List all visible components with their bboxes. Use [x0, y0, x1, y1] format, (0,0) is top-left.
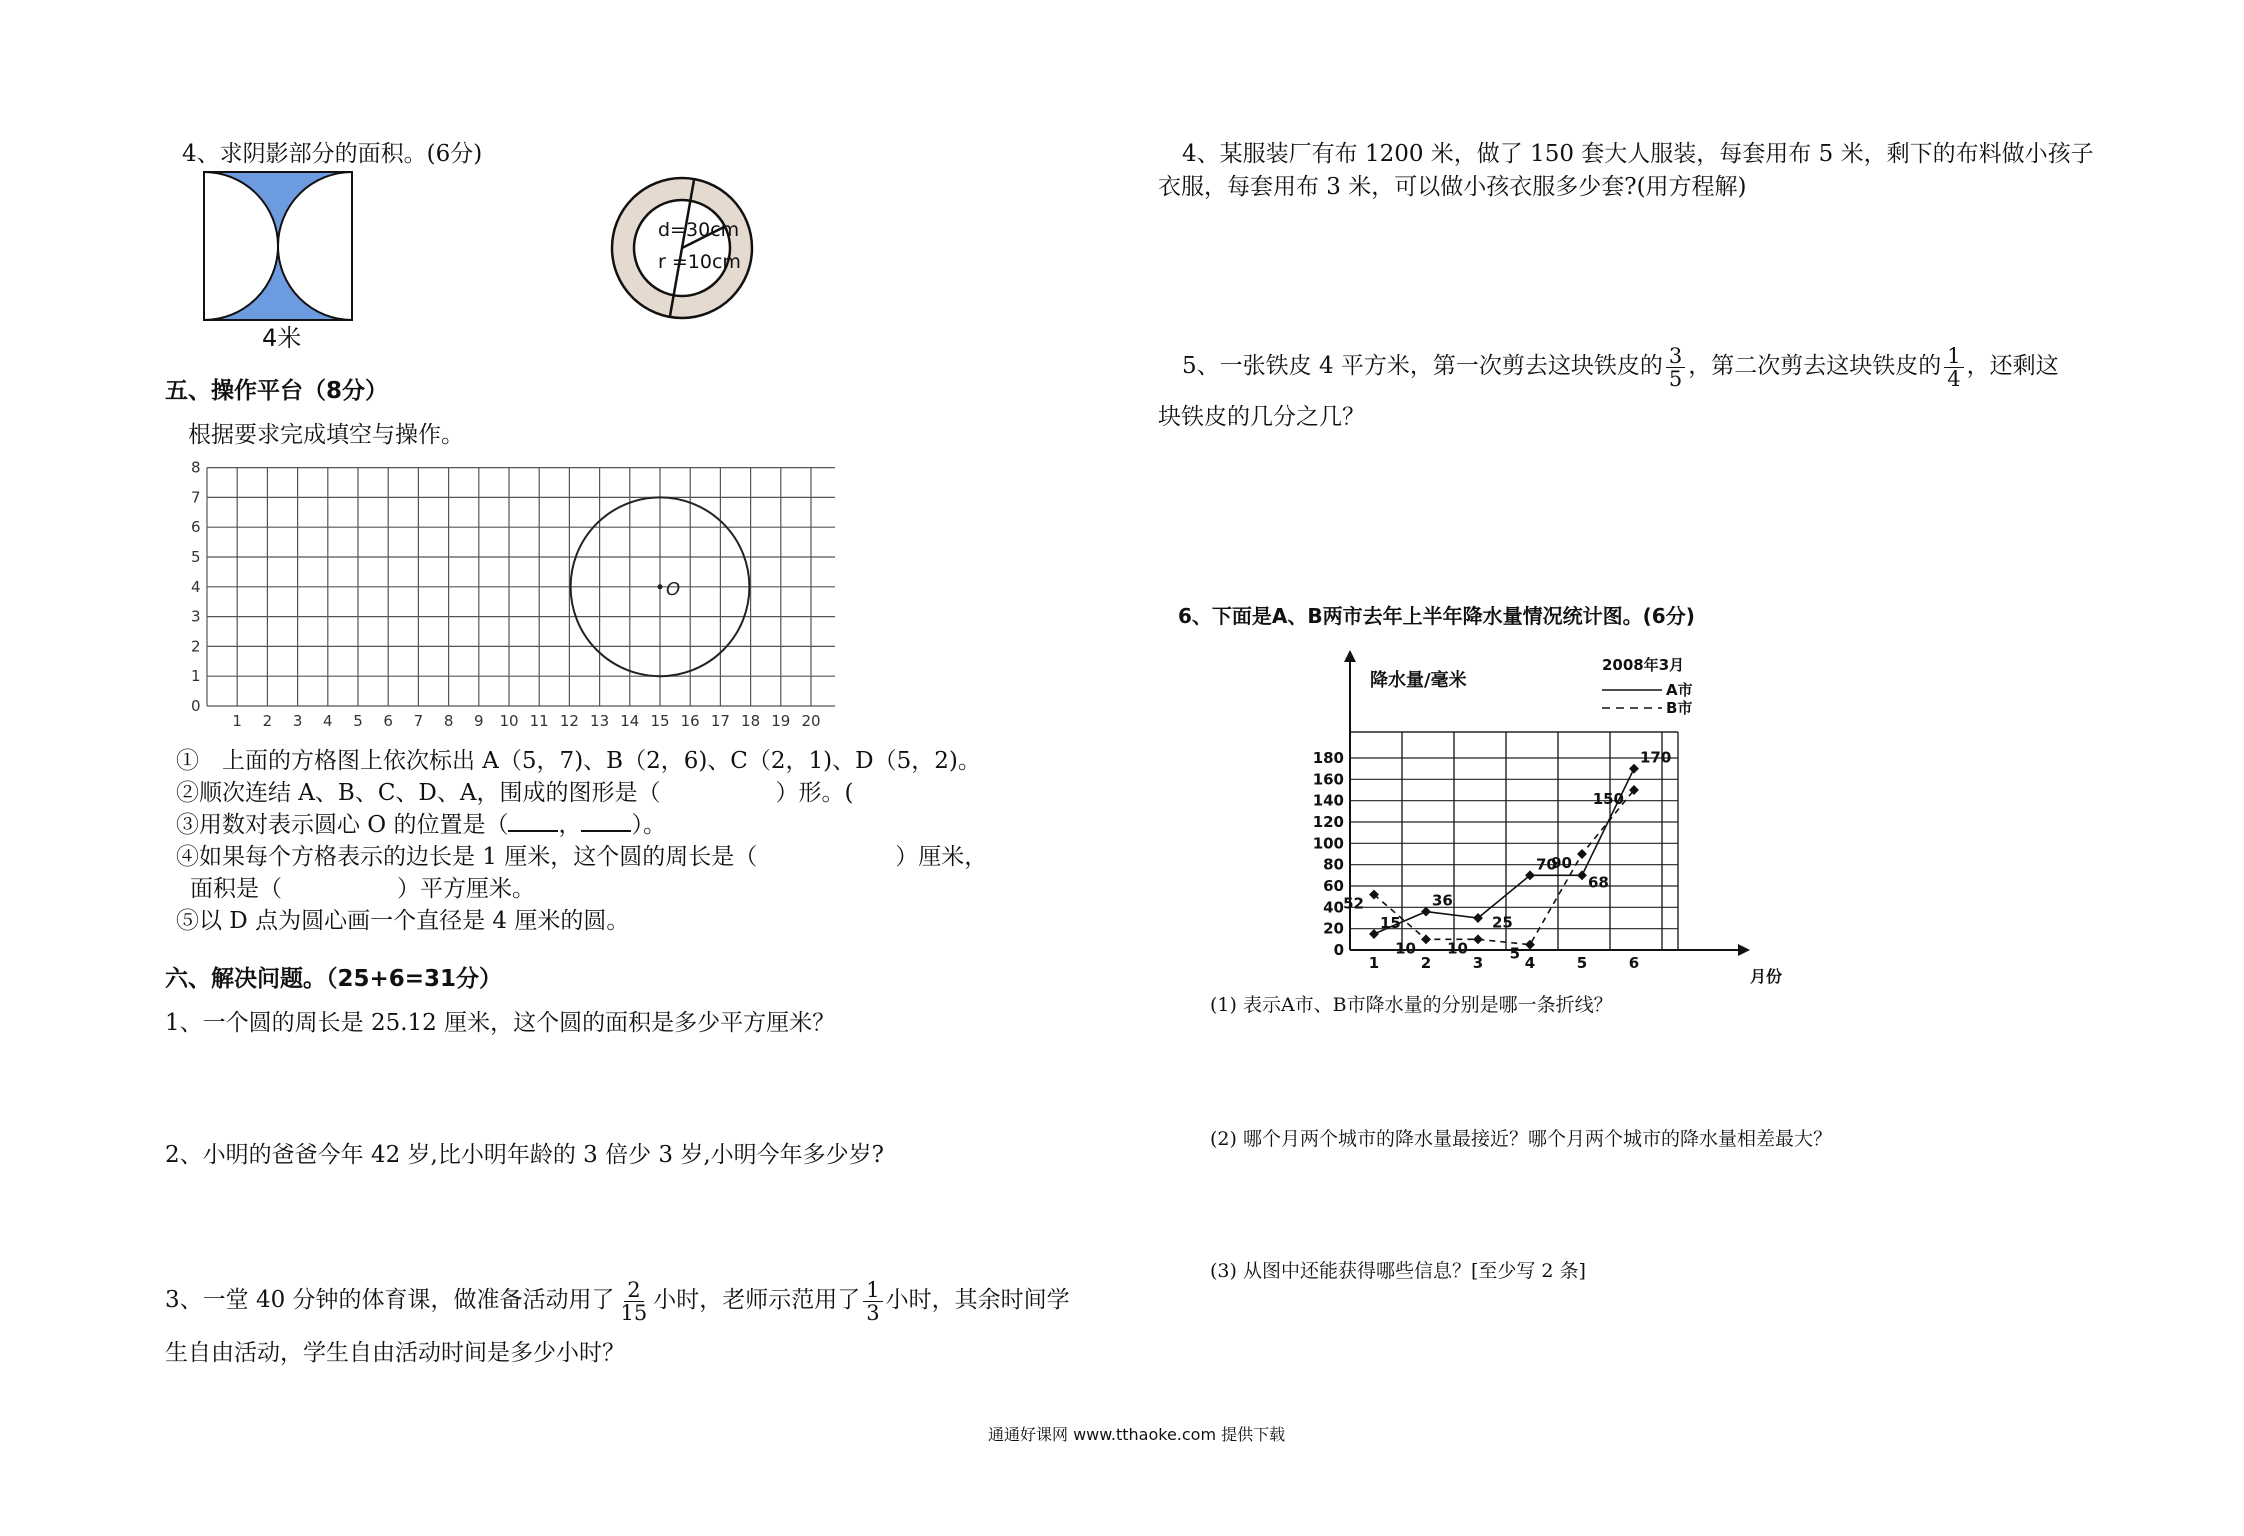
grid-x-tick: 19 [771, 712, 791, 730]
section5-item2: ②顺次连结 A、B、C、D、A，围成的图形是（ ）形。( [176, 780, 854, 806]
chart-series [1343, 749, 1671, 963]
grid-x-tick: 9 [474, 712, 484, 730]
grid-x-tick: 17 [710, 712, 730, 730]
grid-y-tick: 3 [191, 607, 201, 626]
q3-frac2-numerator: 1 [863, 1279, 882, 1302]
q5-frac2-numerator: 1 [1944, 345, 1963, 368]
q5-fraction-2 [1944, 345, 1963, 390]
chart-data-label: 10 [1447, 939, 1468, 958]
q5-fraction-1 [1666, 345, 1685, 390]
chart-point [1369, 929, 1379, 939]
coordinate-grid [185, 458, 835, 738]
chart-data-label: 68 [1588, 873, 1609, 892]
shaded-square-figure [200, 168, 360, 348]
section6-q2: 2、小明的爸爸今年 42 岁,比小明年龄的 3 倍少 3 岁,小明今年多少岁? [165, 1142, 884, 1168]
q3-text-a: 3、一堂 40 分钟的体育课，做准备活动用了 [165, 1287, 615, 1313]
chart-data-label: 10 [1395, 939, 1416, 958]
q3-fraction-2 [863, 1279, 882, 1324]
chart-data-label: 36 [1432, 891, 1453, 910]
grid-x-tick: 13 [590, 712, 610, 730]
right-q6-sub3: (3) 从图中还能获得哪些信息？[至少写 2 条] [1210, 1260, 1586, 1282]
chart-point [1421, 934, 1431, 944]
chart-y-ticks [1313, 749, 1344, 959]
chart-y-tick: 0 [1333, 941, 1344, 959]
chart-y-tick: 140 [1312, 791, 1344, 810]
q3-text-b: 小时，老师示范用了 [653, 1287, 861, 1313]
grid-x-tick: 4 [323, 712, 333, 730]
q5-text-a: 5、一张铁皮 4 平方米，第一次剪去这块铁皮的 [1182, 353, 1663, 379]
chart-x-tick: 2 [1420, 954, 1432, 972]
grid-x-tick: 5 [353, 712, 363, 730]
chart-ylabel: 降水量/毫米 [1370, 670, 1467, 691]
q3-frac1-denominator: 15 [620, 1300, 648, 1325]
grid-y-tick: 5 [191, 548, 201, 566]
item3-text-b: ， [558, 812, 582, 838]
grid-y-tick: 6 [191, 518, 201, 537]
grid-y-tick: 1 [191, 667, 201, 686]
legend-label-b: B市 [1666, 699, 1693, 717]
grid-x-tick: 18 [741, 712, 761, 730]
chart-point [1629, 764, 1639, 774]
q5-frac2-denominator: 4 [1947, 366, 1961, 391]
grid-y-ticks [191, 459, 201, 715]
chart-y-tick: 80 [1323, 855, 1344, 874]
section6-q3-line1 [165, 1272, 1070, 1328]
chart-data-label: 70 [1536, 855, 1557, 874]
chart-point [1473, 934, 1483, 944]
chart-y-tick: 160 [1312, 770, 1344, 789]
grid-y-tick: 4 [191, 577, 201, 596]
grid-x-tick: 11 [529, 712, 549, 730]
q5-frac1-numerator: 3 [1666, 345, 1685, 368]
q3-fraction-1 [618, 1279, 651, 1324]
grid-y-tick: 8 [191, 458, 201, 477]
chart-y-tick: 100 [1312, 834, 1344, 853]
chart-y-tick: 20 [1323, 919, 1344, 938]
chart-xlabel: 月份 [1750, 967, 1783, 986]
grid-x-tick: 6 [383, 712, 393, 730]
chart-legend [1602, 681, 1693, 717]
chart-point [1421, 907, 1431, 917]
q3-text-c: 小时，其余时间学 [885, 1287, 1070, 1313]
q5-text-c: ，还剩这 [1966, 353, 2059, 379]
grid-x-tick: 7 [413, 712, 424, 730]
grid-x-tick: 15 [650, 712, 670, 730]
chart-data-label: 5 [1509, 944, 1520, 963]
q4-area-title: 4、求阴影部分的面积。(6分) [182, 141, 483, 167]
q5-text-b: ，第二次剪去这块铁皮的 [1688, 353, 1942, 379]
chart-point [1577, 849, 1587, 859]
grid-x-tick: 8 [443, 712, 454, 730]
chart-x-tick: 1 [1368, 954, 1380, 972]
chart-point [1525, 940, 1535, 950]
q3-frac2-denominator: 3 [866, 1300, 880, 1325]
chart-y-tick: 120 [1312, 813, 1344, 831]
chart-data-label: 15 [1380, 914, 1401, 932]
chart-x-tick: 5 [1576, 954, 1588, 972]
chart-y-tick: 40 [1323, 898, 1344, 917]
section5-item4b: 面积是（ ）平方厘米。 [190, 876, 535, 902]
item3-blank-x[interactable] [508, 812, 558, 832]
right-q6-sub1: (1) 表示A市、B市降水量的分别是哪一条折线？ [1210, 994, 1613, 1016]
grid-y-tick: 2 [191, 637, 201, 656]
item3-blank-y[interactable] [581, 812, 631, 832]
grid-x-tick: 20 [801, 712, 821, 730]
grid-y-tick: 7 [191, 488, 201, 507]
rainfall-line-chart [1290, 650, 1810, 990]
section5-heading: 五、操作平台（8分） [165, 378, 389, 404]
section5-item5: ⑤以 D 点为圆心画一个直径是 4 厘米的圆。 [176, 908, 630, 934]
grid-lines [207, 468, 835, 706]
chart-title: 2008年3月 [1602, 656, 1685, 674]
q5-frac1-denominator: 5 [1668, 366, 1683, 391]
right-q6-sub2: (2) 哪个月两个城市的降水量最接近？哪个月两个城市的降水量相差最大？ [1210, 1128, 1832, 1150]
right-q5-line1 [1182, 338, 2059, 394]
ring-diameter-label: d=30cm [658, 219, 740, 241]
section6-q3-line2: 生自由活动，学生自由活动时间是多少小时？ [165, 1340, 625, 1366]
section5-item3 [176, 808, 666, 842]
grid-x-ticks [232, 712, 820, 730]
q3-frac1-numerator: 2 [624, 1279, 643, 1302]
grid-x-tick: 10 [499, 712, 519, 730]
section5-item4a: ④如果每个方格表示的边长是 1 厘米，这个圆的周长是（ ）厘米， [176, 844, 988, 870]
grid-x-tick: 1 [232, 712, 242, 730]
legend-label-a: A市 [1666, 681, 1693, 699]
chart-y-tick: 180 [1312, 749, 1344, 767]
right-q4-line1: 4、某服装厂有布 1200 米，做了 150 套大人服装，每套用布 5 米，剩下的布料做小孩子 [1182, 141, 2094, 167]
right-q4-line2: 衣服，每套用布 3 米，可以做小孩衣服多少套?(用方程解) [1158, 174, 1747, 200]
grid-x-tick: 14 [620, 712, 640, 730]
chart-y-arrow [1344, 650, 1356, 662]
chart-x-tick: 3 [1472, 954, 1484, 972]
item3-text-c: ）。 [631, 812, 666, 838]
chart-data-label: 25 [1492, 913, 1513, 932]
chart-x-tick: 6 [1628, 954, 1640, 972]
chart-data-label: 52 [1343, 894, 1364, 913]
chart-y-tick: 60 [1323, 877, 1344, 895]
item3-text-a: ③用数对表示圆心 O 的位置是（ [176, 812, 509, 838]
grid-x-tick: 2 [262, 712, 273, 730]
ring-figure [608, 174, 758, 324]
grid-x-tick: 16 [680, 712, 700, 730]
grid-center-dot [658, 584, 663, 589]
section5-item1: ① 上面的方格图上依次标出 A（5，7)、B（2，6)、C（2，1)、D（5，2)。 [176, 748, 981, 774]
right-q5-line2: 块铁皮的几分之几？ [1158, 404, 1365, 430]
chart-x-arrow [1738, 944, 1750, 956]
section5-intro: 根据要求完成填空与操作。 [188, 422, 464, 448]
grid-center-label: O [666, 578, 681, 600]
square-side-label: 4米 [262, 324, 302, 348]
grid-y-tick: 0 [191, 697, 201, 715]
section6-heading: 六、解决问题。（25+6=31分） [165, 966, 503, 992]
grid-x-tick: 12 [559, 712, 579, 730]
chart-x-tick: 4 [1524, 954, 1536, 972]
chart-point [1577, 870, 1587, 880]
grid-x-tick: 3 [292, 712, 303, 730]
chart-data-label: 170 [1640, 748, 1672, 767]
chart-data-label: 150 [1592, 790, 1624, 808]
ring-radius-label: r =10cm [658, 251, 741, 273]
page-footer: 通通好课网 www.tthaoke.com 提供下载 [988, 1425, 1286, 1444]
right-q6-heading: 6、下面是A、B两市去年上半年降水量情况统计图。(6分) [1178, 604, 1695, 628]
section6-q1: 1、一个圆的周长是 25.12 厘米，这个圆的面积是多少平方厘米？ [165, 1010, 836, 1036]
chart-data-label: 90 [1551, 854, 1572, 872]
